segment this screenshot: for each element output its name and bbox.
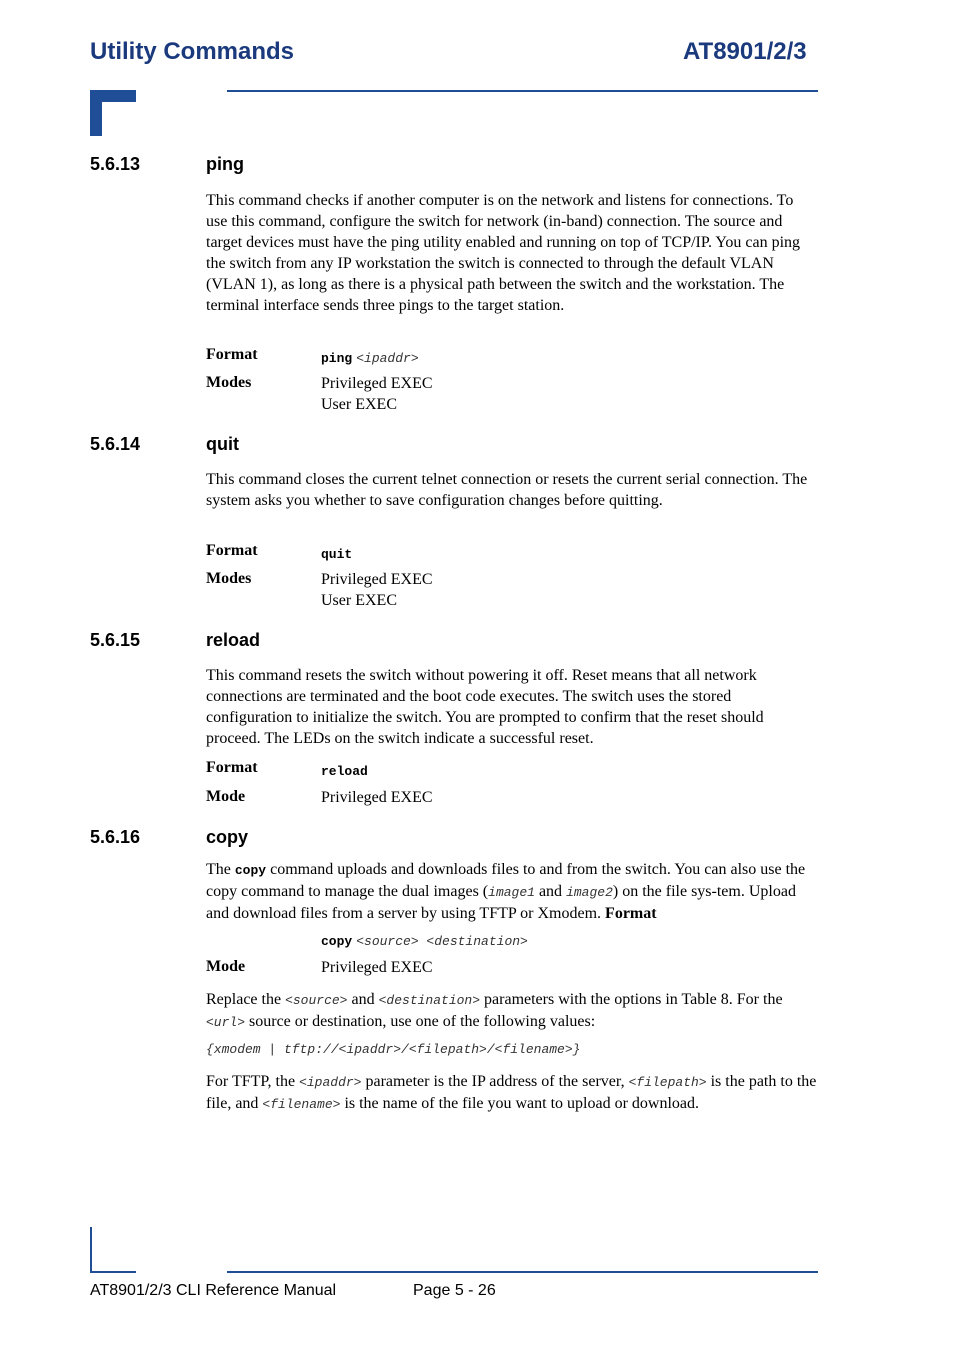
format-label: Format: [206, 346, 258, 363]
format-label: Format: [206, 759, 258, 776]
text-run: parameter is the IP address of the server,: [361, 1073, 629, 1090]
command-name: copy: [234, 863, 267, 878]
corner-bracket-top-v: [90, 90, 102, 136]
format-value: [321, 930, 528, 952]
text-run: and: [534, 883, 567, 900]
format-value: [321, 543, 352, 565]
section-number: 5.6.15: [90, 630, 141, 650]
format-value: [321, 760, 368, 782]
command-arg: <ipaddr>: [299, 1075, 362, 1090]
command-arg: <filename>: [262, 1097, 341, 1112]
section-number: 5.6.16: [90, 827, 141, 847]
text-run: parameters with the options in Table 8. For the: [480, 991, 783, 1008]
modes-label: Modes: [206, 570, 252, 587]
format-label: Format: [605, 905, 657, 922]
section-description: This command checks if another computer is on the network and listens for connections. To use this command, configure the switch for network (in-band) connection. The source and target devices must have the ping utility enabled and running on top of TCP/IP. You can ping the switch from any IP workstation the switch is connected to through the default VLAN (VLAN 1), as long as there is a physical path between the switch and the workstation. The terminal interface sends three pings to the target station.: [206, 192, 801, 314]
command-name: copy: [321, 934, 353, 949]
section-title: quit: [206, 434, 239, 454]
mode-label: Mode: [206, 788, 246, 805]
text-run: Replace the: [206, 991, 286, 1008]
text-run: is the path to the file, and: [206, 1073, 817, 1112]
command-name: ping: [321, 351, 353, 366]
syntax-line: {xmodem | tftp://<ipaddr>/<filepath>/<filename>}: [206, 1042, 581, 1057]
text-run: ) on the file sys-tem. Upload and download files from a server by using TFTP or Xmodem.: [206, 883, 796, 922]
command-arg: image1: [488, 885, 535, 900]
paragraph: [206, 1071, 818, 1115]
mode-value: User EXEC: [321, 592, 397, 609]
footer-rule: [227, 1271, 818, 1273]
section-description: This command resets the switch without powering it off. Reset means that all network connections are terminated and the boot code executes. The switch uses the stored configuration to initialize the switch. You are prompted to confirm that the reset should proceed. The LEDs on the switch indicate a successful reset.: [206, 667, 764, 747]
section-description: [206, 859, 818, 924]
section-number: 5.6.14: [90, 434, 141, 454]
section-title: copy: [206, 827, 249, 847]
format-label: Format: [206, 542, 258, 559]
command-arg: <ipaddr>: [356, 351, 419, 366]
section-number: 5.6.13: [90, 154, 141, 174]
command-arg: <source> <destination>: [356, 934, 528, 949]
format-value: [321, 347, 419, 369]
mode-value: User EXEC: [321, 396, 397, 413]
section-title: ping: [206, 154, 244, 174]
header-product: AT8901/2/3: [683, 38, 807, 65]
mode-label: Mode: [206, 958, 246, 975]
command-arg: <url>: [206, 1015, 246, 1030]
command-arg: image2: [566, 885, 613, 900]
modes-label: Modes: [206, 374, 252, 391]
corner-bracket-bottom-v: [90, 1227, 92, 1273]
command-arg: <source>: [285, 993, 348, 1008]
mode-value: Privileged EXEC: [321, 789, 433, 806]
section-description: This command closes the current telnet connection or resets the current serial connection. The system asks you whether to save configuration changes before quitting.: [206, 471, 808, 509]
command-name: quit: [321, 547, 353, 562]
corner-bracket-bottom-h: [90, 1271, 136, 1273]
text-run: and: [347, 991, 379, 1008]
mode-value: Privileged EXEC: [321, 571, 433, 588]
text-run: The: [206, 861, 235, 878]
paragraph: [206, 989, 818, 1033]
text-run: source or destination, use one of the following values:: [245, 1013, 596, 1030]
mode-value: Privileged EXEC: [321, 959, 433, 976]
command-arg: <filepath>: [628, 1075, 707, 1090]
footer-page-number: Page 5 - 26: [413, 1282, 496, 1299]
header-rule: [227, 90, 818, 92]
mode-value: Privileged EXEC: [321, 375, 433, 392]
command-name: reload: [321, 764, 368, 779]
text-run: command uploads and downloads files to and from the switch. You can also use the copy command to manage the dual images (: [206, 861, 806, 900]
header-title: Utility Commands: [90, 38, 295, 65]
footer-manual-title: AT8901/2/3 CLI Reference Manual: [90, 1282, 337, 1299]
section-title: reload: [206, 630, 261, 650]
text-run: For TFTP, the: [206, 1073, 300, 1090]
text-run: is the name of the file you want to upload or download.: [340, 1095, 700, 1112]
command-arg: <destination>: [378, 993, 481, 1008]
